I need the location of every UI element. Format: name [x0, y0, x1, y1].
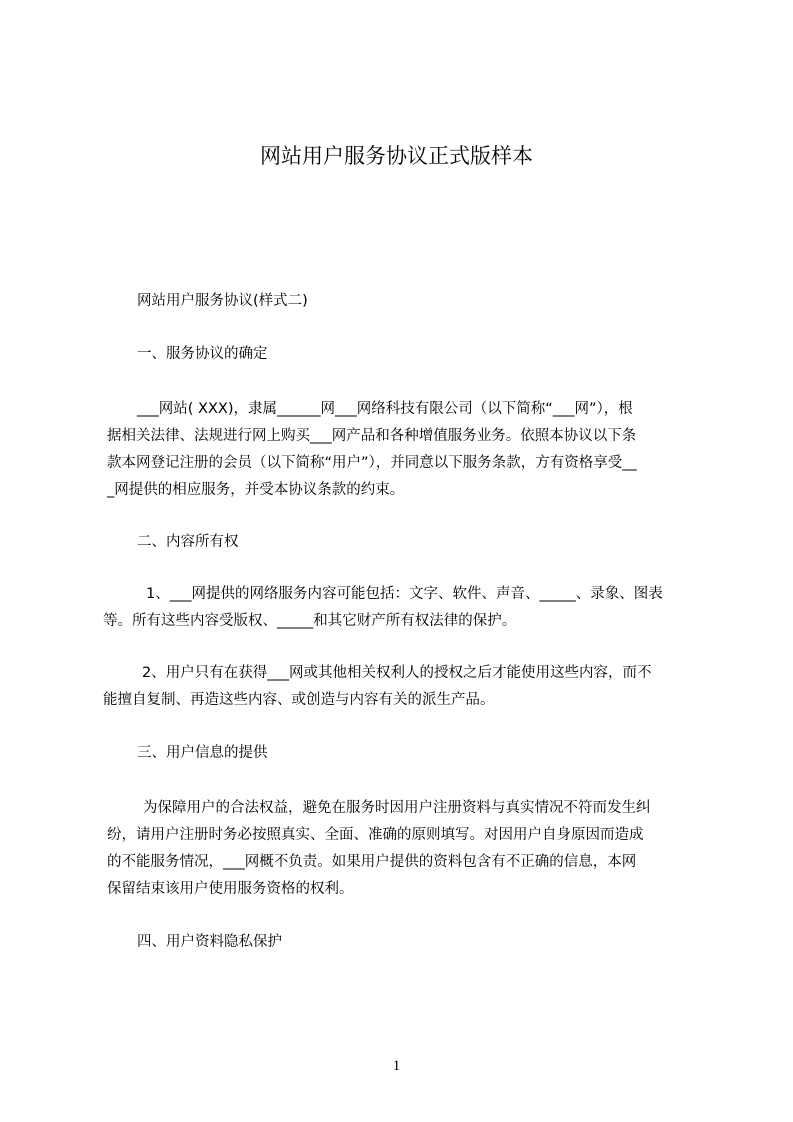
section-1-paragraph-1-line-3: 款本网登记注册的会员（以下简称“用户”），并同意以下服务条款，方有资格享受__ — [107, 455, 637, 471]
section-heading-3: 三、用户信息的提供 — [137, 745, 268, 761]
document-title: 网站用户服务协议正式版样本 — [260, 144, 533, 168]
section-2-paragraph-2-line-2: 能擅自复制、再造这些内容、或创造与内容有关的派生产品。 — [103, 692, 495, 708]
section-heading-2: 二、内容所有权 — [137, 534, 239, 550]
page-number: 1 — [392, 1058, 401, 1074]
section-3-paragraph-1-line-2: 纷，请用户注册时务必按照真实、全面、准确的原则填写。对因用户自身原因而造成 — [107, 827, 644, 843]
section-2-paragraph-1-line-2: 等。所有这些内容受版权、_____和其它财产所有权法律的保护。 — [103, 613, 517, 629]
section-heading-4: 四、用户资料隐私保护 — [137, 934, 282, 950]
section-1-paragraph-1-line-1: ___网站( XXX)，隶属______网___网络科技有限公司（以下简称“___网”），根 — [137, 401, 633, 417]
section-3-paragraph-1-line-1: 为保障用户的合法权益，避免在服务时因用户注册资料与真实情况不符而发生纠 — [143, 800, 651, 816]
section-2-paragraph-1-line-1: 1、___网提供的网络服务内容可能包括：文字、软件、声音、_____、录象、图表 — [146, 586, 663, 602]
section-2-paragraph-2-line-1: 2、用户只有在获得___网或其他相关权利人的授权之后才能使用这些内容，而不 — [142, 665, 652, 681]
document-subtitle: 网站用户服务协议(样式二) — [137, 293, 308, 309]
section-1-paragraph-1-line-2: 据相关法律、法规进行网上购买___网产品和各种增值服务业务。依照本协议以下条 — [107, 428, 637, 444]
section-heading-1: 一、服务协议的确定 — [137, 346, 268, 362]
section-3-paragraph-1-line-3: 的不能服务情况，___网概不负责。如果用户提供的资料包含有不正确的信息，本网 — [107, 854, 637, 870]
section-3-paragraph-1-line-4: 保留结束该用户使用服务资格的权利。 — [107, 881, 354, 897]
section-1-paragraph-1-line-4: _网提供的相应服务，并受本协议条款的约束。 — [107, 482, 405, 498]
